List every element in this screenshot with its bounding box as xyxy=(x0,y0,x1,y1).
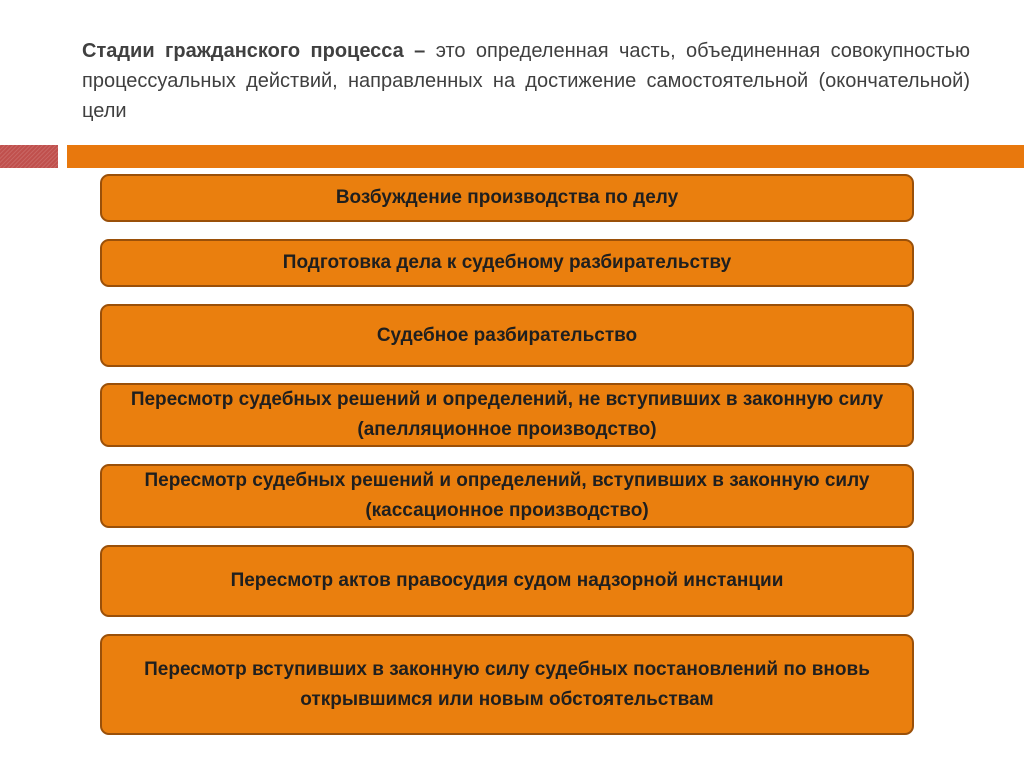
stage-label: Пересмотр вступивших в законную силу судебных постановлений по вновь открывшимся или новым обстоятельствам xyxy=(144,658,870,710)
stage-box-2 xyxy=(100,239,914,287)
stage-box-5 xyxy=(100,464,914,528)
stage-label: Пересмотр судебных решений и определений, не вступивших в законную силу (апелляционное производство) xyxy=(130,389,884,440)
heading-term: Стадии гражданского процесса – xyxy=(82,40,426,62)
stage-label: Пересмотр актов правосудия судом надзорной инстанции xyxy=(230,570,784,591)
stage-label: Пересмотр судебных решений и определений, вступивших в законную силу (кассационное производство) xyxy=(144,470,870,521)
definition-heading xyxy=(82,36,970,126)
stage-box-6 xyxy=(100,545,914,617)
stage-label: Подготовка дела к судебному разбирательству xyxy=(282,252,732,273)
stage-label: Возбуждение производства по делу xyxy=(335,187,679,208)
stage-label: Судебное разбирательство xyxy=(376,324,638,346)
stage-box-4 xyxy=(100,383,914,447)
heading-definition: это определенная часть, объединенная совокупностью процессуальных действий, направленных на достижение самостоятельной (окончательной) цели xyxy=(82,40,970,122)
stage-box-3 xyxy=(100,304,914,367)
stage-box-7 xyxy=(100,634,914,735)
divider-bar xyxy=(67,145,1024,168)
stage-box-1 xyxy=(100,174,914,222)
divider-accent-block xyxy=(0,145,58,168)
